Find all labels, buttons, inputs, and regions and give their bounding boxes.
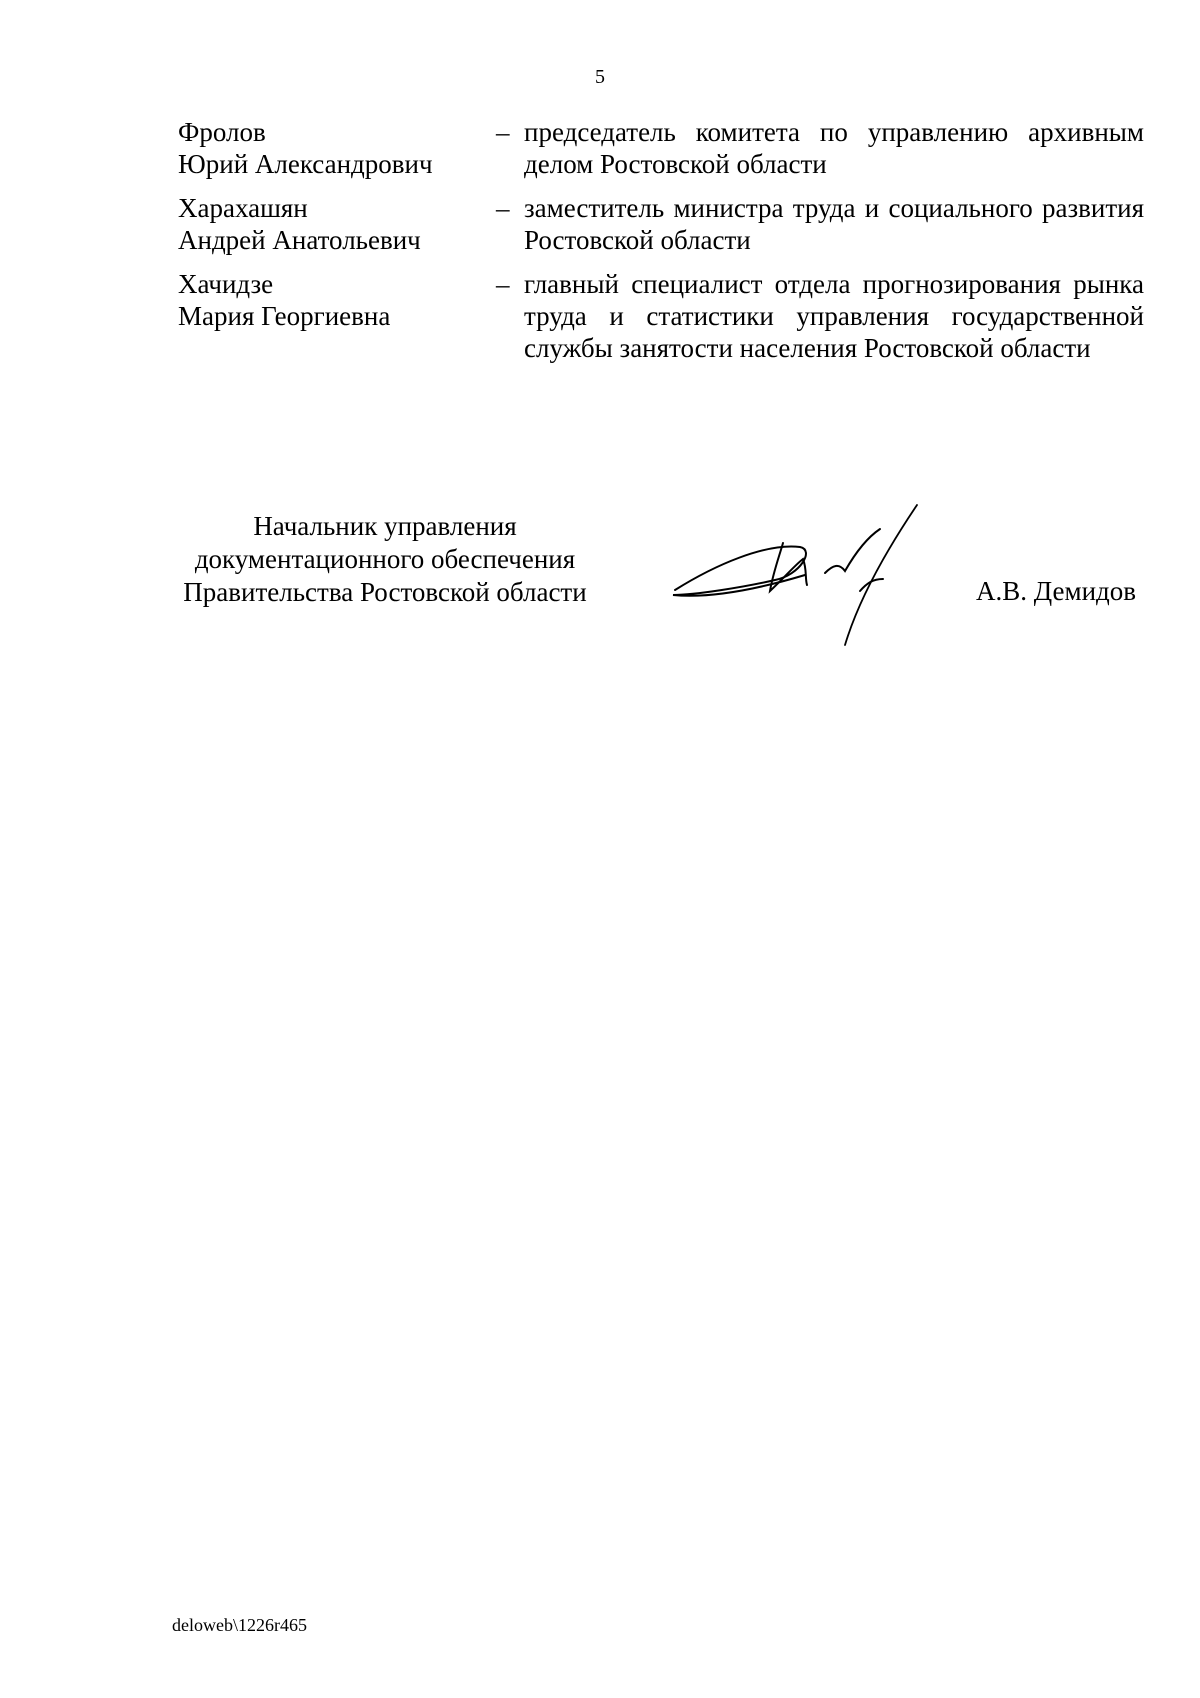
handwritten-signature bbox=[655, 495, 955, 665]
member-entry bbox=[178, 116, 1146, 180]
member-entry bbox=[178, 268, 1146, 364]
member-name bbox=[178, 268, 496, 364]
member-dash: – bbox=[496, 269, 510, 299]
signature-stroke bbox=[825, 529, 880, 573]
member-role: председатель комитета по управлению архивным делом Ростовской области bbox=[524, 117, 1144, 179]
signature-stroke bbox=[673, 547, 806, 596]
member-name bbox=[178, 192, 496, 256]
member-role: главный специалист отдела прогнозирования рынка труда и статистики управления государственной службы занятости населения Ростовской области bbox=[524, 269, 1144, 363]
signer-title-line: Начальник управления bbox=[253, 511, 517, 541]
member-role: заместитель министра труда и социального развития Ростовской области bbox=[524, 193, 1144, 255]
member-dash: – bbox=[496, 117, 510, 147]
signer-title-line: документационного обеспечения bbox=[194, 544, 576, 574]
member-entry bbox=[178, 192, 1146, 256]
member-given-names: Юрий Александрович bbox=[178, 149, 433, 179]
signer-name: А.В. Демидов bbox=[976, 576, 1137, 606]
signer-title bbox=[170, 510, 600, 609]
member-surname: Фролов bbox=[178, 117, 266, 147]
signer-title-line: Правительства Ростовской области bbox=[183, 577, 587, 607]
member-name bbox=[178, 116, 496, 180]
member-given-names: Андрей Анатольевич bbox=[178, 225, 421, 255]
page-number: 5 bbox=[595, 66, 605, 88]
signature-stroke bbox=[860, 579, 883, 591]
member-surname: Хачидзе bbox=[178, 269, 274, 299]
member-given-names: Мария Георгиевна bbox=[178, 301, 391, 331]
member-dash: – bbox=[496, 193, 510, 223]
members-list bbox=[178, 116, 1146, 376]
signature-stroke bbox=[845, 505, 917, 645]
footer-document-code: deloweb\1226r465 bbox=[172, 1615, 307, 1635]
member-surname: Харахашян bbox=[178, 193, 308, 223]
